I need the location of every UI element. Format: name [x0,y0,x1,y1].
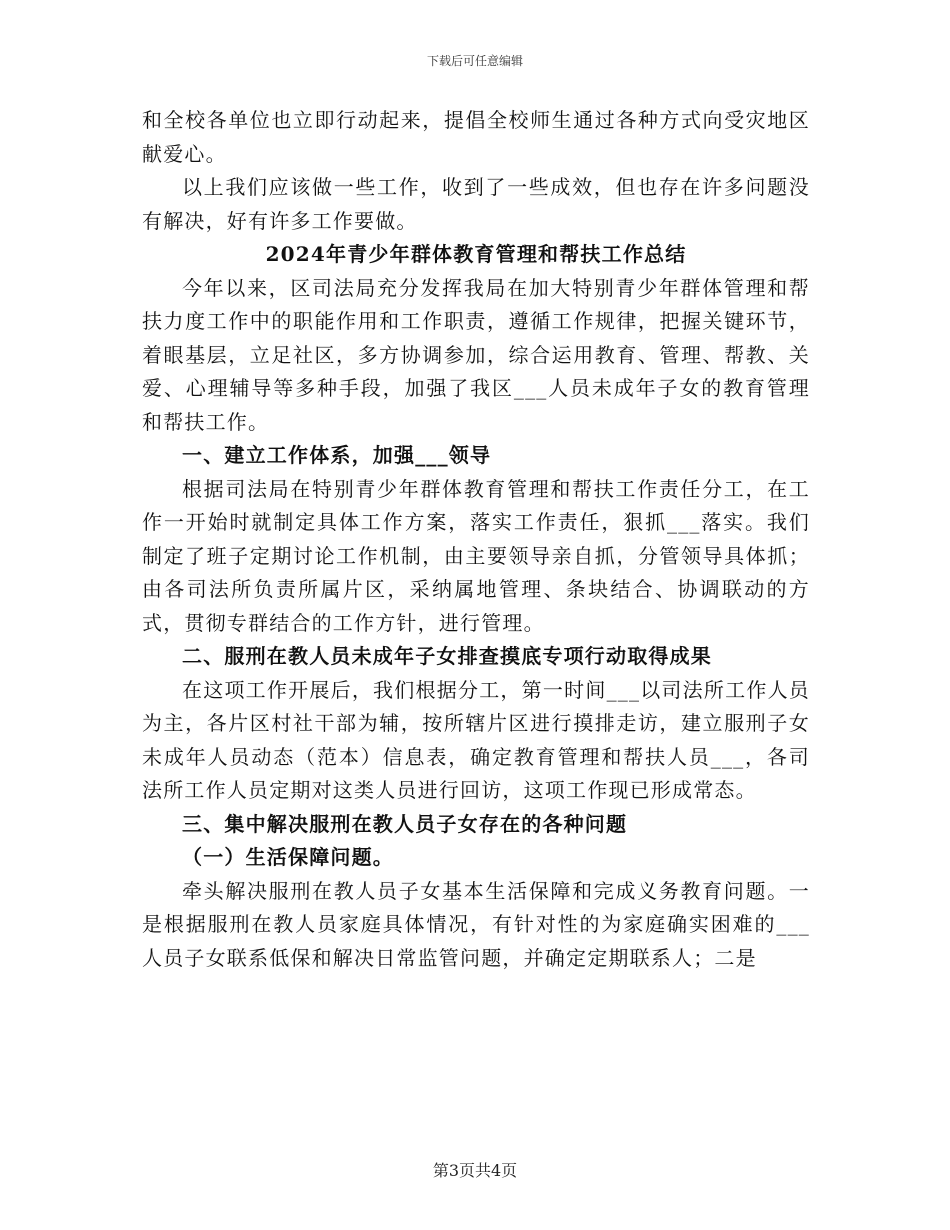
document-title: 2024年青少年群体教育管理和帮扶工作总结 [265,242,687,266]
document-body [142,104,810,975]
section-heading: 二、服刑在教人员未成年子女排查摸底专项行动取得成果 [182,644,712,668]
paragraph: 在这项工作开展后，我们根据分工，第一时间___以司法所工作人员为主，各片区村社干部为辅，按所辖片区进行摸排走访，建立服刑子女未成年人员动态（范本）信息表，确定教育管理和帮扶人员___，各司法所工作人员定期对这类人员进行回访，这项工作现已形成常态。 [142,677,810,802]
page-number: 第3页共4页 [432,1161,518,1180]
paragraph: 牵头解决服刑在教人员子女基本生活保障和完成义务教育问题。一是根据服刑在教人员家庭具体情况，有针对性的为家庭确实困难的___人员子女联系低保和解决日常监管问题，并确定定期联系人；二是 [142,878,810,970]
section-heading: 三、集中解决服刑在教人员子女存在的各种问题 [182,811,628,836]
paragraph: 今年以来，区司法局充分发挥我局在加大特别青少年群体管理和帮扶力度工作中的职能作用和工作职责，遵循工作规律，把握关键环节，着眼基层，立足社区，多方协调参加，综合运用教育、管理、帮教、关爱、心理辅导等多种手段，加强了我区___人员未成年子女的教育管理和帮扶工作。 [142,275,810,434]
section-heading: 一、建立工作体系，加强___领导 [182,443,492,467]
paragraph: 以上我们应该做一些工作，收到了一些成效，但也存在许多问题没有解决，好有许多工作要做。 [142,175,810,233]
subsection-heading: （一）生活保障问题。 [182,845,394,869]
paragraph: 和全校各单位也立即行动起来，提倡全校师生通过各种方式向受灾地区献爱心。 [142,108,810,166]
page-header: 下载后可任意编辑 [426,54,523,68]
paragraph: 根据司法局在特别青少年群体教育管理和帮扶工作责任分工，在工作一开始时就制定具体工作方案，落实工作责任，狠抓___落实。我们制定了班子定期讨论工作机制，由主要领导亲自抓，分管领导具体抓；由各司法所负责所属片区，采纳属地管理、条块结合、协调联动的方式，贯彻专群结合的工作方针，进行管理。 [142,476,810,635]
